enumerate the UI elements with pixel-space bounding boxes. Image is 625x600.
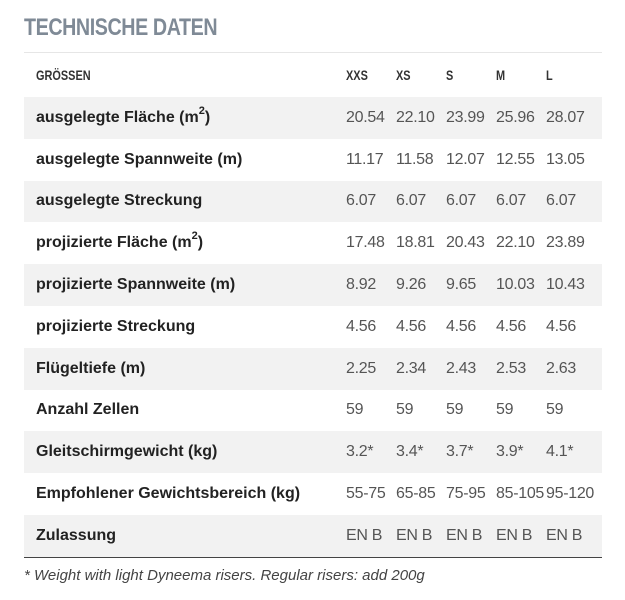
technical-data-section [24,14,602,584]
size-value: 9.26 [396,276,426,294]
row-label-text: Flügeltiefe (m) [36,359,146,377]
size-value: 10.43 [546,276,585,294]
size-value-cell [486,306,536,348]
footnote: * Weight with light Dyneema risers. Regular risers: add 200g [24,566,425,584]
size-value: 2.43 [446,359,476,377]
size-value-cell [536,473,602,515]
size-value-cell [536,264,602,306]
size-value-cell [436,515,486,557]
size-value: 17.48 [346,234,385,252]
header-size-m: M [496,67,506,83]
size-value: 3.2* [346,443,374,461]
size-value: 20.43 [446,234,485,252]
size-value-cell [436,181,486,223]
size-value: 4.56 [446,317,476,335]
header-size-xxs: XXS [346,67,368,83]
table-row [24,473,602,515]
size-value-cell [436,431,486,473]
size-value: 2.34 [396,359,426,377]
size-value: 4.56 [346,317,376,335]
size-value: 59 [396,401,414,419]
size-value: 59 [446,401,464,419]
row-label [24,348,336,390]
size-value-cell [536,181,602,223]
size-value-cell [486,431,536,473]
size-value-cell [486,348,536,390]
row-label-text: Empfohlener Gewichtsbereich (kg) [36,485,301,503]
size-value-cell [436,139,486,181]
size-value-cell [336,431,386,473]
table-row [24,390,602,432]
size-value: 11.58 [396,150,434,168]
size-value: 6.07 [396,192,426,210]
size-value-cell [536,431,602,473]
row-label-end: ) [204,108,211,126]
size-value: 11.17 [346,150,384,168]
size-value: 4.56 [546,317,576,335]
size-value-cell [436,473,486,515]
size-value-cell [486,264,536,306]
row-label-superscript: 2 [198,104,205,117]
row-label-text: Zulassung [36,526,117,544]
size-value: EN B [546,526,583,544]
size-value: 75-95 [446,485,486,503]
size-value: 85-105 [496,485,545,503]
header-size-l: L [546,67,553,83]
size-value-cell [386,181,436,223]
size-value: EN B [346,526,383,544]
table-row [24,181,602,223]
size-value-cell [436,222,486,264]
size-value-cell [336,222,386,264]
row-label-end: ) [197,234,204,252]
size-value: EN B [446,526,483,544]
table-header-row [24,53,602,98]
size-value: 6.07 [496,192,526,210]
size-value-cell [536,390,602,432]
row-label [24,181,336,223]
table-row [24,431,602,473]
row-label [24,97,336,139]
size-value-cell [386,264,436,306]
size-value-cell [436,306,486,348]
table-row [24,139,602,181]
size-value-cell [386,390,436,432]
size-value-cell [536,222,602,264]
table-row [24,97,602,139]
size-value: 23.99 [446,108,485,126]
size-value-cell [436,97,486,139]
size-value: 3.9* [496,443,524,461]
row-label-text: projizierte Fläche (m [36,234,192,252]
size-value-cell [336,390,386,432]
row-label [24,390,336,432]
row-label-text: ausgelegte Streckung [36,192,203,210]
table-row [24,264,602,306]
row-label [24,473,336,515]
size-value-cell [486,222,536,264]
size-value: 65-85 [396,485,436,503]
size-value-cell [436,390,486,432]
size-value: EN B [496,526,533,544]
size-value-cell [386,222,436,264]
size-value-cell [336,473,386,515]
size-value: 59 [546,401,564,419]
size-value-cell [386,515,436,557]
table-row [24,515,602,557]
size-value-cell [336,264,386,306]
table-bottom-rule [24,557,602,558]
size-value-cell [386,431,436,473]
size-value: 6.07 [446,192,476,210]
table-row [24,348,602,390]
size-value-cell [336,97,386,139]
size-value: 4.56 [396,317,426,335]
size-value-cell [336,139,386,181]
size-value: 12.07 [446,150,485,168]
size-value-cell [486,515,536,557]
size-value-cell [336,181,386,223]
size-value: 22.10 [396,108,435,126]
size-value-cell [486,390,536,432]
size-value: 9.65 [446,276,476,294]
specs-table [24,52,602,557]
size-value-cell [436,264,486,306]
size-value-cell [486,139,536,181]
size-value: 59 [346,401,364,419]
size-value: 22.10 [496,234,535,252]
row-label [24,264,336,306]
table-row [24,306,602,348]
size-value-cell [386,97,436,139]
size-value-cell [536,139,602,181]
size-value: 28.07 [546,108,585,126]
row-label-text: Gleitschirmgewicht (kg) [36,443,218,461]
size-value: 18.81 [396,234,435,252]
size-value-cell [336,515,386,557]
size-value: 13.05 [546,150,585,168]
size-value-cell [536,306,602,348]
size-value-cell [486,97,536,139]
size-value: 4.56 [496,317,526,335]
size-value-cell [386,473,436,515]
size-value: 20.54 [346,108,385,126]
size-value-cell [336,348,386,390]
size-value: 3.4* [396,443,424,461]
size-value: 25.96 [496,108,535,126]
row-label-text: ausgelegte Fläche (m [36,108,199,126]
size-value: 3.7* [446,443,474,461]
size-value-cell [436,348,486,390]
size-value-cell [386,139,436,181]
row-label-text: ausgelegte Spannweite (m) [36,150,243,168]
header-sizes-label: GRÖSSEN [36,67,91,83]
size-value: 12.55 [496,150,535,168]
size-value: 8.92 [346,276,376,294]
size-value-cell [536,97,602,139]
row-label [24,306,336,348]
size-value: 6.07 [346,192,376,210]
size-value: 23.89 [546,234,585,252]
row-label [24,431,336,473]
size-value-cell [536,515,602,557]
size-value: 55-75 [346,485,386,503]
row-label-text: Anzahl Zellen [36,401,140,419]
size-value-cell [486,181,536,223]
size-value: 2.63 [546,359,576,377]
size-value-cell [486,473,545,515]
size-value: 2.25 [346,359,376,377]
size-value: 4.1* [546,443,574,461]
size-value-cell [336,306,386,348]
row-label [24,139,336,181]
row-label [24,515,336,557]
size-value: EN B [396,526,433,544]
header-size-xs: XS [396,67,411,83]
specs-table-body [24,97,602,557]
row-label-text: projizierte Streckung [36,317,196,335]
size-value: 10.03 [496,276,535,294]
size-value: 6.07 [546,192,576,210]
header-size-s: S [446,67,454,83]
size-value-cell [386,348,436,390]
size-value: 2.53 [496,359,526,377]
size-value-cell [386,306,436,348]
row-label-superscript: 2 [191,229,198,242]
row-label [24,222,336,264]
size-value-cell [536,348,602,390]
table-row [24,222,602,264]
row-label-text: projizierte Spannweite (m) [36,276,236,294]
size-value: 95-120 [546,485,595,503]
section-title: TECHNISCHE DATEN [24,14,218,41]
size-value: 59 [496,401,514,419]
